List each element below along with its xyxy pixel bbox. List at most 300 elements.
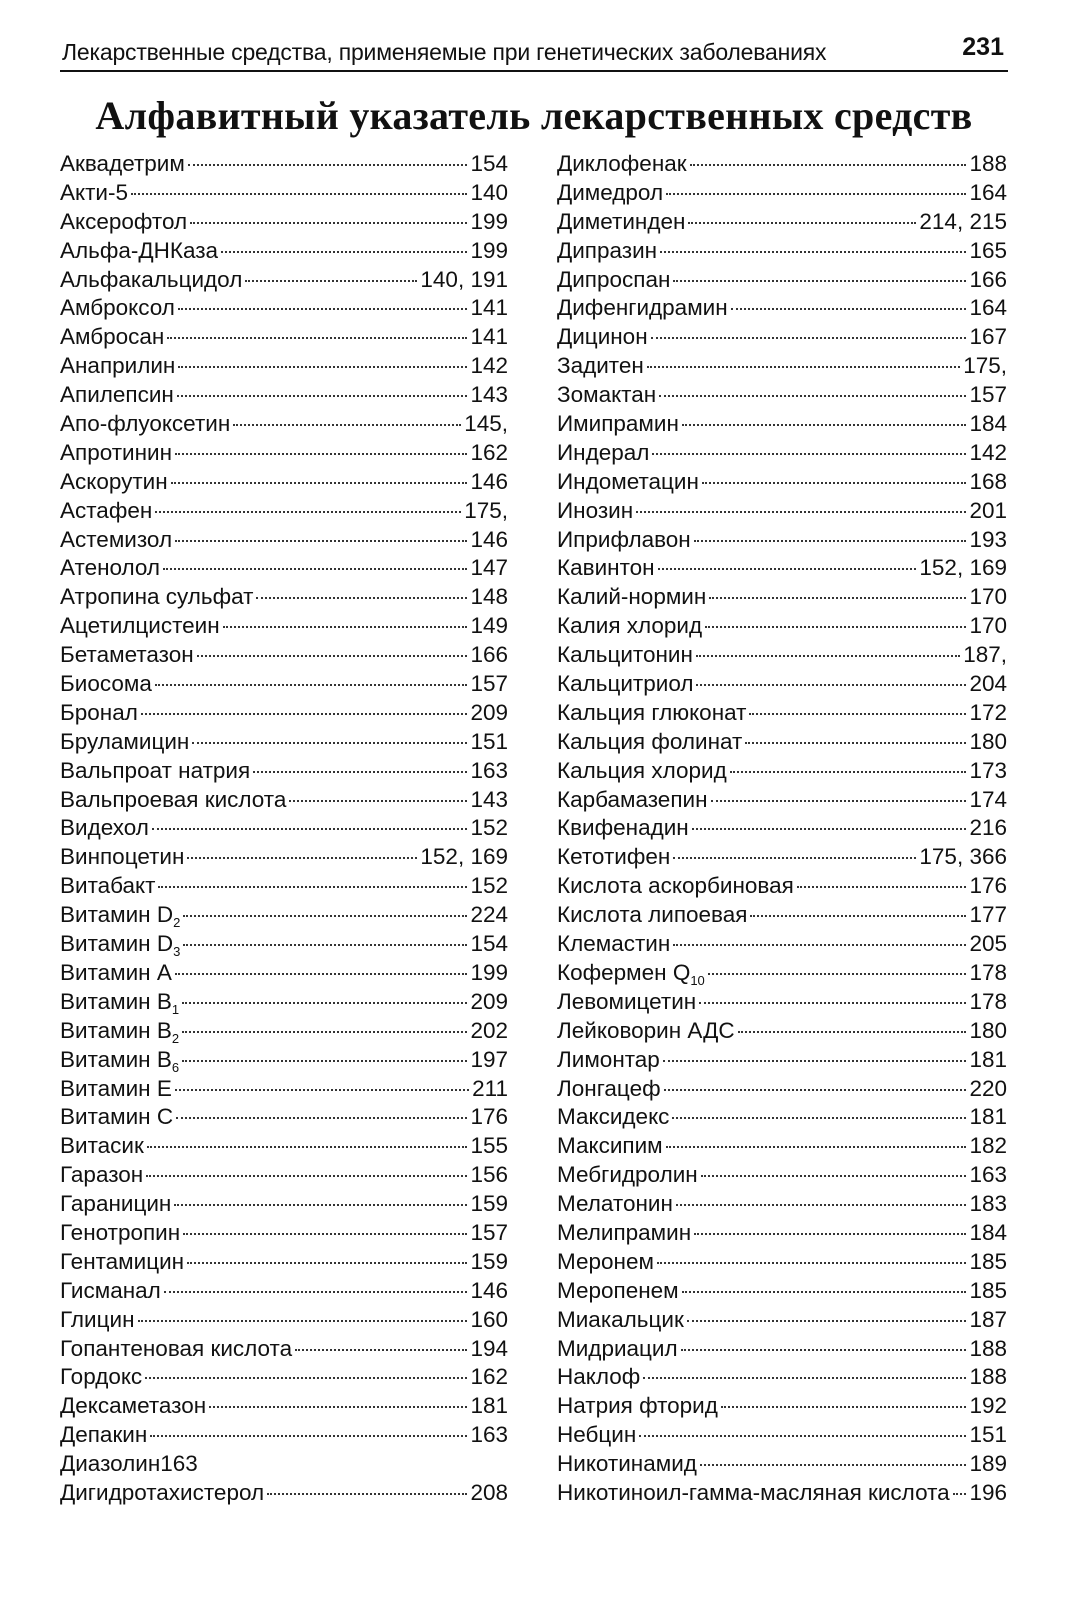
entry-name: Дифенгидрамин (557, 295, 728, 321)
dot-leader (696, 684, 966, 686)
index-entry (557, 583, 1007, 612)
entry-name: Лимонтар (557, 1046, 660, 1072)
entry-name: Витамин $B_2$ (60, 1017, 180, 1046)
dot-leader (666, 1146, 967, 1148)
entry-pages: 199 (470, 959, 508, 985)
dot-leader (657, 1262, 967, 1264)
entry-pages: 140 (470, 179, 508, 205)
entry-pages: 216 (969, 815, 1007, 841)
index-entry (557, 843, 1007, 872)
entry-pages: 159 (470, 1248, 508, 1274)
index-entry (60, 901, 508, 930)
dot-leader (682, 424, 967, 426)
entry-pages: 173 (969, 757, 1007, 783)
index-entry (557, 1392, 1007, 1421)
dot-leader (643, 1377, 966, 1379)
index-entry (60, 208, 508, 237)
entry-name: Индерал (557, 439, 650, 465)
index-entry (60, 583, 508, 612)
dot-leader (705, 626, 966, 628)
entry-name: Кальцитриол (557, 671, 694, 697)
entry-name: Гордокс (60, 1364, 143, 1390)
dot-leader (171, 482, 468, 484)
entry-pages: 152 (470, 873, 508, 899)
index-entry (557, 1248, 1007, 1277)
index-title: Алфавитный указатель лекарственных средств (95, 93, 973, 138)
entry-pages: 166 (969, 266, 1007, 292)
entry-pages: 175, (963, 353, 1007, 379)
entry-name: Никотинамид (557, 1451, 697, 1477)
dot-leader (663, 1060, 967, 1062)
entry-name: Дигидротахистерол (60, 1479, 265, 1505)
entry-name: Индометацин (557, 468, 699, 494)
index-entry (60, 1046, 508, 1075)
dot-leader (673, 280, 966, 282)
entry-subscript: 1 (171, 1001, 180, 1017)
entry-pages: 160 (470, 1306, 508, 1332)
dot-leader (183, 1233, 467, 1235)
dot-leader (651, 337, 967, 339)
entry-pages: 211 (472, 1075, 508, 1101)
entry-pages: 181 (969, 1104, 1007, 1130)
index-entry (557, 1190, 1007, 1219)
dot-leader (636, 511, 966, 513)
entry-pages: 176 (969, 873, 1007, 899)
entry-name: Меропенем (557, 1277, 679, 1303)
entry-name: Кальция глюконат (557, 699, 747, 725)
dot-leader (660, 251, 966, 253)
index-entry (557, 1046, 1007, 1075)
index-entry (60, 1248, 508, 1277)
entry-name: Гисманал (60, 1277, 161, 1303)
entry-pages: 175, (464, 497, 508, 523)
dot-leader (953, 1493, 967, 1495)
entry-name: Апо-флуоксетин (60, 411, 231, 437)
index-entry (557, 1103, 1007, 1132)
index-entry (557, 381, 1007, 410)
index-entry (60, 959, 508, 988)
index-entry (557, 237, 1007, 266)
index-entry (557, 814, 1007, 843)
entry-name: Зомактан (557, 382, 657, 408)
dot-leader (177, 395, 468, 397)
index-entry (60, 1161, 508, 1190)
index-entry (60, 439, 508, 468)
index-entry (60, 554, 508, 583)
dot-leader (176, 1117, 467, 1119)
dot-leader (182, 1002, 467, 1004)
dot-leader (175, 453, 467, 455)
dot-leader (145, 1377, 467, 1379)
entry-pages: 164 (969, 179, 1007, 205)
index-entry (557, 1017, 1007, 1046)
dot-leader (659, 395, 966, 397)
entry-pages: 194 (470, 1335, 508, 1361)
entry-pages: 163 (969, 1162, 1007, 1188)
entry-pages: 180 (969, 728, 1007, 754)
entry-name: Витамин C (60, 1104, 174, 1130)
entry-name: Гопантеновая кислота (60, 1335, 293, 1361)
entry-pages: 157 (470, 1219, 508, 1245)
entry-name: Витамин $D_3$ (60, 931, 181, 960)
index-entry (60, 988, 508, 1017)
index-entry (60, 843, 508, 872)
entry-name: Апротинин (60, 439, 173, 465)
entry-name: Дицинон (557, 324, 648, 350)
entry-pages: 142 (470, 353, 508, 379)
index-entry (60, 1190, 508, 1219)
index-entry (557, 612, 1007, 641)
entry-name: Инозин (557, 497, 634, 523)
dot-leader (666, 193, 966, 195)
index-entry (60, 872, 508, 901)
entry-pages: 159 (470, 1191, 508, 1217)
index-entry (557, 1277, 1007, 1306)
entry-pages: 205 (969, 931, 1007, 957)
entry-name: Максипим (557, 1133, 663, 1159)
dot-leader (699, 1002, 966, 1004)
entry-pages: 145, (464, 411, 508, 437)
index-entry (557, 988, 1007, 1017)
dot-leader (708, 973, 967, 975)
entry-pages: 141 (470, 295, 508, 321)
index-entry (557, 323, 1007, 352)
index-entry (60, 237, 508, 266)
entry-pages: 209 (470, 699, 508, 725)
dot-leader (745, 742, 966, 744)
dot-leader (158, 886, 467, 888)
entry-name: Диазолин163 (60, 1451, 198, 1477)
index-entry (557, 1363, 1007, 1392)
entry-pages: 184 (969, 411, 1007, 437)
index-entry (557, 554, 1007, 583)
entry-pages: 163 (470, 1422, 508, 1448)
entry-name: Глицин (60, 1306, 135, 1332)
entry-name: Астафен (60, 497, 153, 523)
index-entry (60, 699, 508, 728)
dot-leader (750, 915, 966, 917)
entry-pages: 196 (969, 1479, 1007, 1505)
entry-name: Кислота липоевая (557, 902, 748, 928)
entry-pages: 189 (969, 1451, 1007, 1477)
index-entry (60, 641, 508, 670)
index-entry (60, 323, 508, 352)
entry-pages: 147 (470, 555, 508, 581)
index-entry (60, 786, 508, 815)
entry-name: Генотропин (60, 1219, 181, 1245)
dot-leader (682, 1291, 967, 1293)
dot-leader (245, 280, 417, 282)
entry-pages: 170 (969, 584, 1007, 610)
entry-name: Лейковорин АДС (557, 1017, 735, 1043)
dot-leader (233, 424, 461, 426)
entry-name: Никотиноил-гамма-масляная кислота (557, 1479, 950, 1505)
index-entry (557, 1075, 1007, 1104)
entry-name: Аскорутин (60, 468, 168, 494)
index-entry (557, 872, 1007, 901)
entry-name: Альфакальцидол (60, 266, 243, 292)
dot-leader (192, 742, 467, 744)
entry-pages: 176 (470, 1104, 508, 1130)
entry-name: Депакин (60, 1422, 148, 1448)
entry-name: Витамин $B_1$ (60, 988, 180, 1017)
entry-pages: 204 (969, 671, 1007, 697)
index-entry (557, 1450, 1007, 1479)
entry-pages: 183 (969, 1191, 1007, 1217)
entry-name: Кетотифен (557, 844, 671, 870)
dot-leader (174, 1204, 467, 1206)
index-entry (60, 1335, 508, 1364)
entry-name: Меронем (557, 1248, 654, 1274)
entry-pages: 199 (470, 208, 508, 234)
entry-pages: 187, (963, 642, 1007, 668)
dot-leader (188, 164, 468, 166)
dot-leader (702, 482, 967, 484)
index-entry (60, 497, 508, 526)
dot-leader (175, 973, 468, 975)
dot-leader (209, 1406, 467, 1408)
index-entry (60, 179, 508, 208)
index-entry (60, 1306, 508, 1335)
entry-pages: 162 (470, 1364, 508, 1390)
dot-leader (738, 1031, 967, 1033)
dot-leader (152, 828, 468, 830)
index-entry (557, 266, 1007, 295)
dot-leader (178, 366, 467, 368)
index-entry (60, 757, 508, 786)
entry-pages: 214, 215 (919, 208, 1007, 234)
entry-pages: 168 (969, 468, 1007, 494)
entry-pages: 181 (969, 1046, 1007, 1072)
entry-pages: 152, 169 (420, 844, 508, 870)
index-entry (60, 1219, 508, 1248)
entry-name: Кавинтон (557, 555, 655, 581)
entry-pages: 197 (470, 1046, 508, 1072)
index-entry (60, 410, 508, 439)
dot-leader (150, 1435, 467, 1437)
index-entry (557, 410, 1007, 439)
entry-pages: 143 (470, 382, 508, 408)
page-header (60, 28, 1008, 72)
dot-leader (295, 1349, 467, 1351)
entry-pages: 172 (969, 699, 1007, 725)
entry-pages: 157 (470, 671, 508, 697)
dot-leader (187, 857, 417, 859)
dot-leader (709, 597, 966, 599)
entry-name: Мелипрамин (557, 1219, 692, 1245)
dot-leader (711, 800, 967, 802)
index-entry (557, 468, 1007, 497)
entry-pages: 193 (969, 526, 1007, 552)
dot-leader (183, 944, 467, 946)
dot-leader (692, 828, 967, 830)
entry-pages: 154 (470, 931, 508, 957)
entry-pages: 188 (969, 1335, 1007, 1361)
index-entry (557, 179, 1007, 208)
entry-name: Бронал (60, 699, 138, 725)
entry-name: Натрия фторид (557, 1393, 718, 1419)
entry-pages: 148 (470, 584, 508, 610)
entry-pages: 177 (969, 902, 1007, 928)
index-entry (557, 728, 1007, 757)
entry-name: Анаприлин (60, 353, 176, 379)
dot-leader (190, 222, 467, 224)
entry-name: Витамин E (60, 1075, 172, 1101)
index-entry (60, 1479, 508, 1508)
index-entry (60, 526, 508, 555)
entry-name: Ацетилцистеин (60, 613, 220, 639)
index-entry (60, 1075, 508, 1104)
entry-name: Винпоцетин (60, 844, 185, 870)
index-entry (60, 1363, 508, 1392)
entry-name: Мебгидролин (557, 1162, 698, 1188)
entry-pages: 181 (470, 1393, 508, 1419)
dot-leader (175, 540, 467, 542)
dot-leader (221, 251, 467, 253)
entry-name: Астемизол (60, 526, 173, 552)
dot-leader (289, 800, 467, 802)
index-entry (557, 1161, 1007, 1190)
dot-leader (267, 1493, 467, 1495)
entry-name: Максидекс (557, 1104, 670, 1130)
entry-name: Атенолол (60, 555, 161, 581)
entry-name: Акти-5 (60, 179, 128, 205)
entry-pages: 192 (969, 1393, 1007, 1419)
entry-name: Витамин $B_6$ (60, 1046, 180, 1075)
dot-leader (647, 366, 960, 368)
entry-name: Кофермен $Q_{10}$ (557, 959, 705, 988)
entry-name: Витасик (60, 1133, 144, 1159)
index-entry (60, 814, 508, 843)
entry-subscript: 2 (173, 915, 181, 931)
entry-pages: 140, 191 (420, 266, 508, 292)
index-entry (557, 150, 1007, 179)
index-entry (557, 699, 1007, 728)
dot-leader (182, 1060, 467, 1062)
index-entry (557, 497, 1007, 526)
entry-subscript: 6 (171, 1059, 180, 1075)
index-entry (60, 728, 508, 757)
index-entry (557, 641, 1007, 670)
entry-name: Гентамицин (60, 1248, 185, 1274)
entry-pages: 151 (470, 728, 508, 754)
index-entry (557, 1219, 1007, 1248)
dot-leader (681, 1349, 967, 1351)
dot-leader (639, 1435, 966, 1437)
entry-pages: 170 (969, 613, 1007, 639)
entry-name: Диметинден (557, 208, 686, 234)
index-column-right (557, 150, 1007, 1508)
index-entry (60, 1450, 508, 1479)
entry-name: Мелатонин (557, 1191, 673, 1217)
dot-leader (673, 857, 916, 859)
index-entry (60, 266, 508, 295)
entry-pages: 152, 169 (919, 555, 1007, 581)
index-entry (557, 352, 1007, 381)
dot-leader (155, 684, 468, 686)
entry-pages: 156 (470, 1162, 508, 1188)
index-entry (60, 1017, 508, 1046)
entry-pages: 187 (969, 1306, 1007, 1332)
entry-pages: 224 (470, 902, 508, 928)
entry-pages: 146 (470, 468, 508, 494)
entry-name: Кальция фолинат (557, 728, 743, 754)
entry-name: Дексаметазон (60, 1393, 207, 1419)
entry-name: Апилепсин (60, 382, 174, 408)
entry-pages: 146 (470, 1277, 508, 1303)
index-entry (60, 670, 508, 699)
entry-pages: 162 (470, 439, 508, 465)
dot-leader (721, 1406, 967, 1408)
dot-leader (690, 164, 967, 166)
entry-pages: 165 (969, 237, 1007, 263)
entry-name: Мидриацил (557, 1335, 678, 1361)
index-entry (60, 1277, 508, 1306)
dot-leader (700, 1464, 967, 1466)
dot-leader (696, 655, 960, 657)
entry-name: Гараницин (60, 1191, 172, 1217)
entry-name: Имипрамин (557, 411, 679, 437)
entry-pages: 202 (470, 1017, 508, 1043)
index-entry (60, 1132, 508, 1161)
entry-name: Наклоф (557, 1364, 641, 1390)
index-entry (60, 930, 508, 959)
dot-leader (223, 626, 468, 628)
entry-name: Димедрол (557, 179, 664, 205)
entry-pages: 180 (969, 1017, 1007, 1043)
index-entry (557, 1479, 1007, 1508)
index-entry (557, 901, 1007, 930)
index-entry (557, 439, 1007, 468)
dot-leader (797, 886, 967, 888)
dot-leader (178, 308, 468, 310)
dot-leader (146, 1175, 467, 1177)
index-entry (60, 1421, 508, 1450)
dot-leader (730, 771, 967, 773)
dot-leader (182, 1031, 467, 1033)
dot-leader (694, 1233, 966, 1235)
index-entry (60, 294, 508, 323)
dot-leader (167, 337, 467, 339)
entry-pages: 143 (470, 786, 508, 812)
index-entry (60, 612, 508, 641)
entry-name: Левомицетин (557, 988, 697, 1014)
entry-name: Кальцитонин (557, 642, 693, 668)
entry-name: Кальция хлорид (557, 757, 727, 783)
entry-pages: 151 (969, 1422, 1007, 1448)
entry-name: Бруламицин (60, 728, 190, 754)
entry-name: Иприфлавон (557, 526, 691, 552)
index-entry (60, 352, 508, 381)
dot-leader (652, 453, 966, 455)
entry-pages: 167 (969, 324, 1007, 350)
entry-pages: 149 (470, 613, 508, 639)
page-number: 231 (962, 33, 1004, 61)
dot-leader (187, 1262, 467, 1264)
index-entry (557, 1335, 1007, 1364)
entry-name: Видехол (60, 815, 149, 841)
entry-pages: 142 (969, 439, 1007, 465)
dot-leader (164, 1291, 468, 1293)
entry-pages: 175, 366 (919, 844, 1007, 870)
entry-pages: 152 (470, 815, 508, 841)
index-entry (557, 526, 1007, 555)
dot-leader (658, 568, 917, 570)
index-entry (557, 1132, 1007, 1161)
entry-pages: 209 (470, 988, 508, 1014)
entry-name: Витамин A (60, 959, 172, 985)
dot-leader (163, 568, 467, 570)
